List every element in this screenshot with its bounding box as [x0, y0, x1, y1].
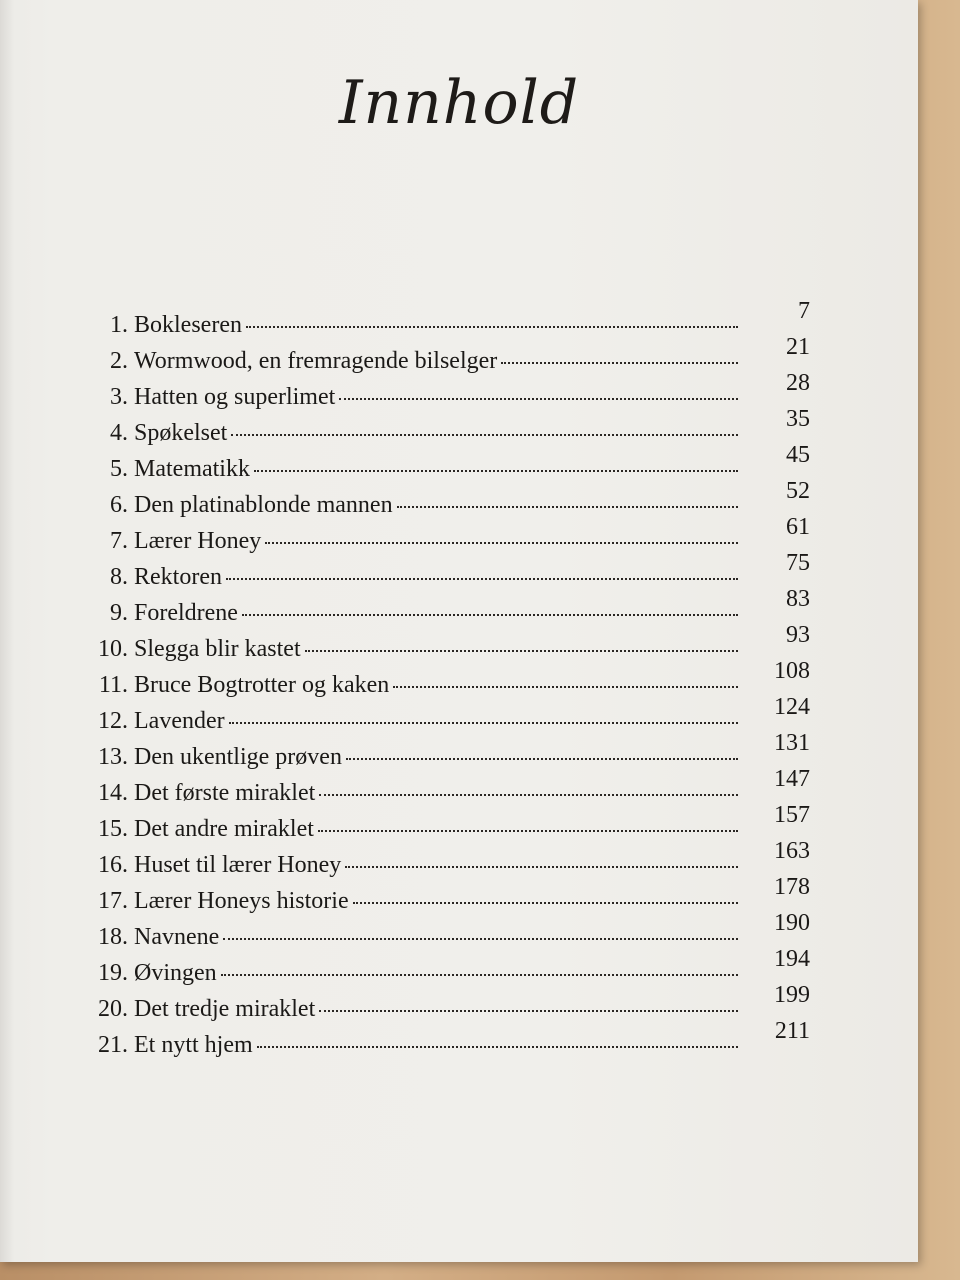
chapter-title: Lærer Honey: [134, 528, 262, 554]
chapter-number: 5.: [110, 456, 128, 482]
chapter-number: 8.: [110, 564, 128, 590]
page-number: 157: [774, 802, 810, 828]
chapter-number: 10.: [98, 636, 128, 662]
page-number: 93: [786, 622, 810, 648]
chapter-title: Det tredje miraklet: [134, 996, 316, 1022]
page-number: 45: [786, 442, 810, 468]
toc-entry: [80, 730, 810, 780]
toc-entry: [80, 910, 810, 960]
toc-entry: [80, 442, 810, 492]
chapter-number: 18.: [98, 924, 128, 950]
chapter-number: 20.: [98, 996, 128, 1022]
chapter-title: Spøkelset: [134, 420, 228, 446]
chapter-number: 4.: [110, 420, 128, 446]
chapter-title: Det første miraklet: [134, 780, 316, 806]
dot-leader: [242, 614, 738, 616]
chapter-number: 17.: [98, 888, 128, 914]
page-number: 163: [774, 838, 810, 864]
dot-leader: [223, 938, 738, 940]
chapter-title: Huset til lærer Honey: [134, 852, 342, 878]
toc-entry: [80, 298, 810, 348]
page-number: 178: [774, 874, 810, 900]
chapter-number: 16.: [98, 852, 128, 878]
page-number: 52: [786, 478, 810, 504]
dot-leader: [254, 470, 738, 472]
page-title: Innhold: [338, 68, 580, 138]
dot-leader: [319, 1010, 738, 1012]
chapter-number: 14.: [98, 780, 128, 806]
toc-entry: [80, 766, 810, 816]
chapter-number: 6.: [110, 492, 128, 518]
chapter-number: 3.: [110, 384, 128, 410]
dot-leader: [319, 794, 738, 796]
dot-leader: [229, 722, 738, 724]
dot-leader: [346, 758, 738, 760]
chapter-title: Rektoren: [134, 564, 222, 590]
chapter-title: Lavender: [134, 708, 225, 734]
toc-entry: [80, 658, 810, 708]
toc-entry: [80, 694, 810, 744]
dot-leader: [221, 974, 738, 976]
toc-entry: [80, 622, 810, 672]
page-number: 124: [774, 694, 810, 720]
chapter-title: Den ukentlige prøven: [134, 744, 342, 770]
chapter-title: Det andre miraklet: [134, 816, 314, 842]
dot-leader: [393, 686, 738, 688]
chapter-title: Slegga blir kastet: [134, 636, 301, 662]
chapter-title: Øvingen: [134, 960, 217, 986]
chapter-title: Lærer Honeys historie: [134, 888, 349, 914]
page-number: 83: [786, 586, 810, 612]
page-number: 211: [774, 1018, 810, 1044]
page-number: 75: [786, 550, 810, 576]
toc-entry: [80, 982, 810, 1032]
chapter-number: 11.: [98, 672, 128, 698]
toc-entry: [80, 946, 810, 996]
chapter-number: 2.: [110, 348, 128, 374]
dot-leader: [246, 326, 738, 328]
toc-entry: [80, 1018, 810, 1068]
toc-entry: [80, 874, 810, 924]
toc-entry: [80, 514, 810, 564]
dot-leader: [345, 866, 738, 868]
dot-leader: [397, 506, 738, 508]
page-number: 131: [774, 730, 810, 756]
toc-entry: [80, 586, 810, 636]
toc-entry: [80, 802, 810, 852]
toc-entry: [80, 370, 810, 420]
page-number: 28: [786, 370, 810, 396]
dot-leader: [265, 542, 738, 544]
dot-leader: [231, 434, 738, 436]
chapter-number: 12.: [98, 708, 128, 734]
chapter-number: 9.: [110, 600, 128, 626]
toc-entry: [80, 334, 810, 384]
page-number: 35: [786, 406, 810, 432]
toc-entry: [80, 406, 810, 456]
dot-leader: [339, 398, 738, 400]
chapter-number: 13.: [98, 744, 128, 770]
page-number: 108: [774, 658, 810, 684]
chapter-title: Et nytt hjem: [134, 1032, 253, 1058]
toc-entry: [80, 478, 810, 528]
toc-entry: [80, 550, 810, 600]
page-number: 190: [774, 910, 810, 936]
chapter-title: Den platinablonde mannen: [134, 492, 393, 518]
chapter-title: Navnene: [134, 924, 220, 950]
chapter-number: 1.: [110, 312, 128, 338]
chapter-title: Matematikk: [134, 456, 250, 482]
dot-leader: [353, 902, 738, 904]
page-number: 199: [774, 982, 810, 1008]
dot-leader: [257, 1046, 738, 1048]
dot-leader: [305, 650, 738, 652]
page-number: 7: [798, 298, 810, 324]
chapter-title: Hatten og superlimet: [134, 384, 336, 410]
chapter-number: 19.: [98, 960, 128, 986]
dot-leader: [226, 578, 738, 580]
chapter-title: Bruce Bogtrotter og kaken: [134, 672, 390, 698]
chapter-title: Bokleseren: [134, 312, 242, 338]
page-number: 61: [786, 514, 810, 540]
chapter-number: 7.: [110, 528, 128, 554]
chapter-title: Foreldrene: [134, 600, 238, 626]
chapter-number: 21.: [98, 1032, 128, 1058]
page-number: 147: [774, 766, 810, 792]
page-number: 194: [774, 946, 810, 972]
dot-leader: [318, 830, 738, 832]
page-number: 21: [786, 334, 810, 360]
chapter-title: Wormwood, en fremragende bilselger: [134, 348, 498, 374]
chapter-number: 15.: [98, 816, 128, 842]
table-of-contents: [80, 298, 810, 1068]
toc-entry: [80, 838, 810, 888]
dot-leader: [501, 362, 738, 364]
